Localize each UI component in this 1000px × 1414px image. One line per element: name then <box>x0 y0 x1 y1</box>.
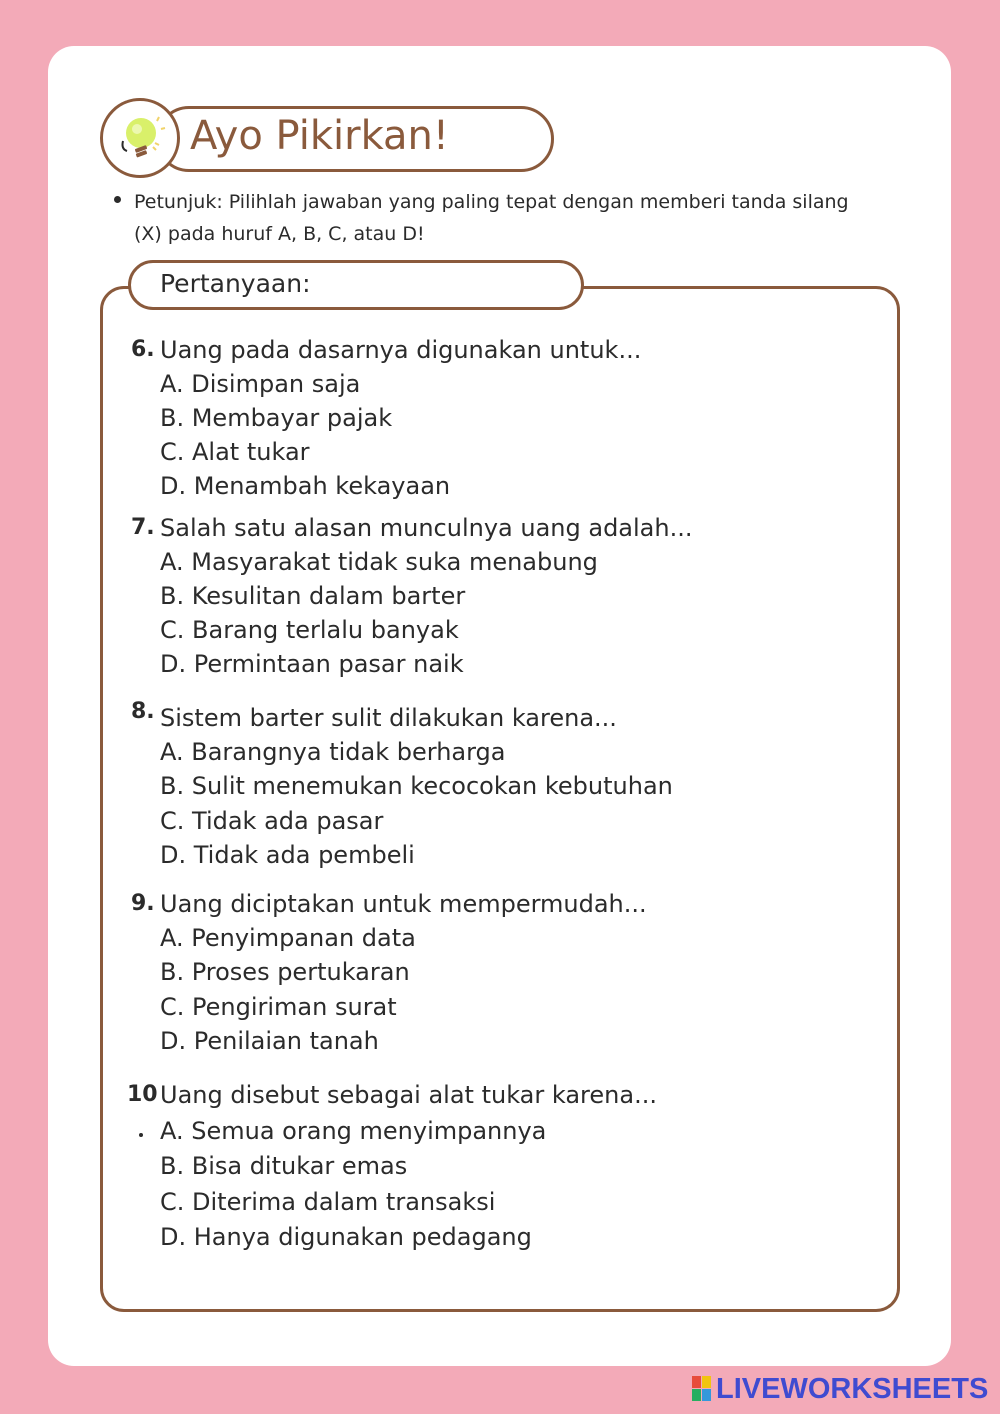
answer-option[interactable]: B. Bisa ditukar emas <box>160 1152 408 1180</box>
answer-option[interactable]: A. Semua orang menyimpannya <box>160 1117 547 1145</box>
answer-option[interactable]: A. Barangnya tidak berharga <box>160 738 506 766</box>
question-text: Salah satu alasan munculnya uang adalah... <box>160 514 693 542</box>
question-number: 8. <box>131 699 155 724</box>
question-number: 10 <box>127 1082 158 1107</box>
answer-option[interactable]: A. Penyimpanan data <box>160 924 416 952</box>
brand-name: LIVEWORKSHEETS <box>716 1372 989 1405</box>
answer-option[interactable]: B. Sulit menemukan kecocokan kebutuhan <box>160 772 673 800</box>
answer-option[interactable]: A. Disimpan saja <box>160 370 361 398</box>
answer-option[interactable]: B. Proses pertukaran <box>160 958 410 986</box>
instruction-line: (X) pada huruf A, B, C, atau D! <box>134 223 425 245</box>
answer-option[interactable]: A. Masyarakat tidak suka menabung <box>160 548 598 576</box>
answer-option[interactable]: D. Menambah kekayaan <box>160 472 451 500</box>
answer-option[interactable]: C. Alat tukar <box>160 438 310 466</box>
answer-option[interactable]: D. Tidak ada pembeli <box>160 841 415 869</box>
question-number: 7. <box>131 515 155 540</box>
question-number: 6. <box>131 337 155 362</box>
page-title: Ayo Pikirkan! <box>190 113 449 159</box>
instruction-text <box>134 186 894 250</box>
question-number: 9. <box>131 891 155 916</box>
liveworksheets-logo-icon <box>692 1376 712 1402</box>
answer-option[interactable]: D. Permintaan pasar naik <box>160 650 464 678</box>
instruction-bullet <box>114 196 121 203</box>
answer-option[interactable]: C. Barang terlalu banyak <box>160 616 459 644</box>
lightbulb-icon <box>111 109 171 169</box>
answer-option[interactable]: B. Kesulitan dalam barter <box>160 582 466 610</box>
question-text: Uang disebut sebagai alat tukar karena... <box>160 1081 657 1109</box>
answer-option[interactable]: D. Penilaian tanah <box>160 1027 379 1055</box>
section-label: Pertanyaan: <box>160 269 311 298</box>
question-text: Uang pada dasarnya digunakan untuk... <box>160 336 642 364</box>
liveworksheets-brand[interactable] <box>692 1372 988 1406</box>
stray-bullet <box>139 1133 143 1137</box>
answer-option[interactable]: B. Membayar pajak <box>160 404 393 432</box>
answer-option[interactable]: C. Diterima dalam transaksi <box>160 1188 496 1216</box>
answer-option[interactable]: C. Tidak ada pasar <box>160 807 384 835</box>
question-text: Uang diciptakan untuk mempermudah... <box>160 890 647 918</box>
instruction-line: Petunjuk: Pilihlah jawaban yang paling tepat dengan memberi tanda silang <box>134 191 849 213</box>
answer-option[interactable]: C. Pengiriman surat <box>160 993 397 1021</box>
title-icon-badge <box>100 98 180 178</box>
question-text: Sistem barter sulit dilakukan karena... <box>160 704 617 732</box>
answer-option[interactable]: D. Hanya digunakan pedagang <box>160 1223 532 1251</box>
